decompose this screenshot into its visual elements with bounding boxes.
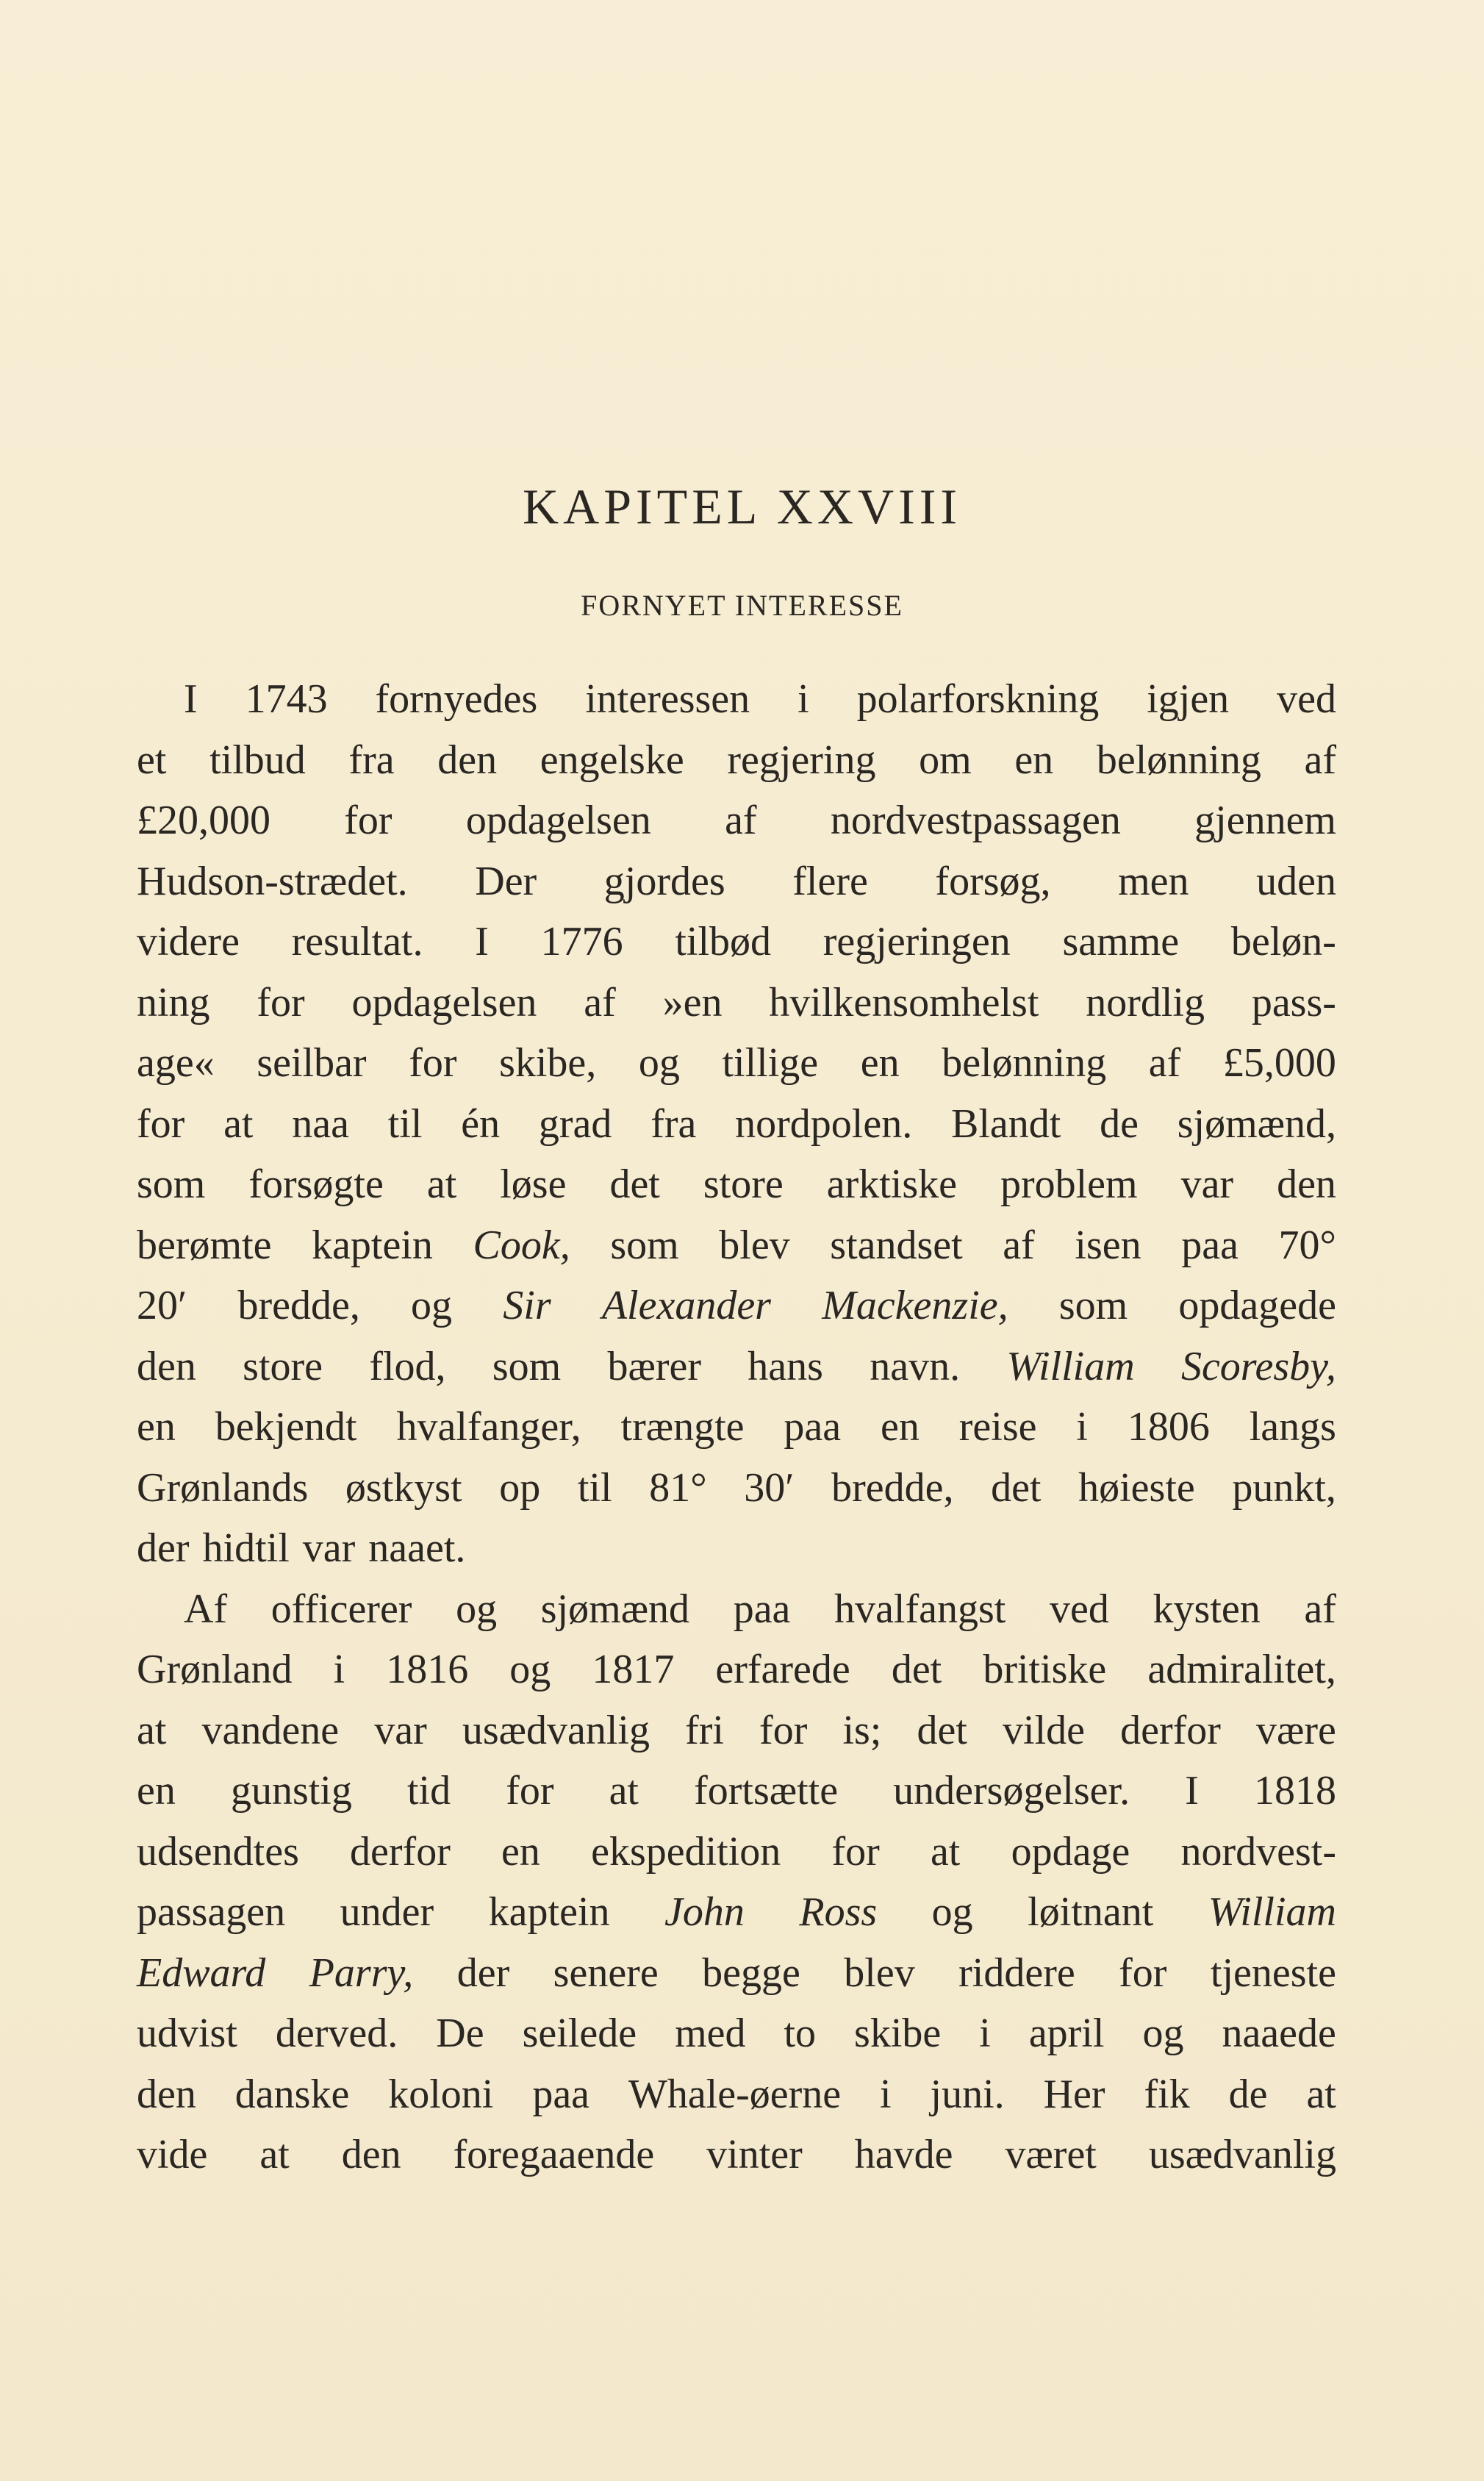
word: polarforskning [856,676,1100,722]
text-line [137,1518,1336,1579]
word: 1818 [1253,1768,1336,1814]
word: juni. [930,2071,1005,2117]
word: ved [1277,676,1336,722]
word: af [1304,737,1336,783]
word: usædvanlig [1148,2132,1336,2177]
word: Ross [799,1889,878,1935]
text-line [137,1882,1336,1943]
word: 81° [649,1464,707,1511]
word: Cook, [473,1222,570,1268]
word: og [931,1889,973,1935]
word: 30′ [744,1464,795,1511]
word: hvalfangst [834,1586,1006,1632]
word: var [374,1707,427,1753]
word: det [609,1161,660,1207]
chapter-title: KAPITEL XXVIII [522,479,962,534]
word: engelske [540,737,684,783]
word: løse [500,1161,567,1207]
word: officerer [270,1586,412,1632]
word: i [333,1647,345,1692]
word: Af [184,1586,228,1632]
word: erfarede [715,1647,850,1692]
text-line [137,1458,1336,1519]
word: pass- [1251,979,1336,1025]
word: seilede [522,2011,637,2056]
word: forsøg, [935,858,1051,904]
word: is; [842,1707,882,1753]
word: resultat. [291,919,423,964]
word: tillige [722,1040,819,1086]
word: at [223,1100,254,1147]
word: £5,000 [1222,1040,1336,1086]
word: standset [830,1222,963,1268]
word: undersøgelser. [893,1768,1130,1814]
word: til [577,1464,612,1511]
word: for [831,1828,880,1875]
word: som [1058,1283,1128,1328]
text-line [137,2124,1336,2185]
word: var [1180,1161,1234,1207]
word: Hudson-strædet. [137,858,408,904]
word: en [137,1768,176,1814]
word: riddere [958,1950,1075,1996]
word: for [759,1707,808,1753]
text-line [137,730,1336,791]
word: og [638,1040,680,1086]
word: problem [1000,1161,1138,1207]
word: grad [538,1100,612,1147]
word: et [137,737,167,783]
text-line [137,973,1336,1034]
word: admiralitet, [1147,1647,1336,1692]
text-line [137,851,1336,912]
word: navn. [870,1343,961,1389]
text-line [137,1397,1336,1458]
word: den [137,2071,196,2117]
word: usædvanlig [462,1707,650,1753]
text-line [137,790,1336,851]
word: flere [792,858,868,904]
word: østkyst [345,1464,462,1511]
word: 1817 [592,1647,675,1692]
word: begge [702,1950,800,1996]
text-line [137,1275,1336,1336]
word: af [725,798,757,843]
word: 1743 [245,676,328,722]
word: blev [719,1222,790,1268]
word: ekspedition [591,1828,781,1875]
word: uden [1256,858,1336,904]
word: fik [1144,2071,1190,2117]
word: 1806 [1127,1404,1210,1450]
word: isen [1075,1222,1141,1268]
word: i [797,676,809,722]
word: I [475,919,489,964]
word: William [1006,1343,1135,1389]
word: nordvestpassagen [830,798,1121,843]
word: de [1228,2071,1268,2117]
word: én [461,1100,501,1147]
word: skibe, [499,1040,597,1086]
word: opdagelsen [351,979,537,1025]
text-line [137,1761,1336,1822]
word: under [340,1889,434,1935]
word: bærer [607,1343,701,1389]
word: opdagelsen [465,798,651,843]
paragraph-2 [137,1579,1336,2185]
word: en [881,1404,920,1450]
word: I [1185,1768,1199,1814]
word: det [891,1647,942,1692]
word: til [387,1100,423,1147]
word: sjømænd, [1177,1100,1336,1147]
word: Mackenzie, [822,1283,1008,1328]
word: store [703,1161,784,1207]
word: nordpolen. [735,1100,913,1147]
word: gjennem [1194,798,1336,843]
word: kysten [1153,1586,1261,1632]
word: for [409,1040,457,1086]
word: tid [406,1768,451,1814]
word: De [436,2011,484,2056]
word: Scoresby, [1180,1343,1336,1389]
word: op [499,1464,541,1511]
word: at [1306,2071,1336,2117]
text-line [137,1094,1336,1155]
body-text [137,669,1336,2185]
text-line [137,1215,1336,1276]
word: havde [854,2132,953,2177]
word: være [1256,1707,1336,1753]
word: berømte [137,1222,272,1268]
word: John [664,1889,745,1935]
word: paa [784,1404,842,1450]
word: opdage [1011,1828,1130,1875]
word: hidtil [202,1525,290,1571]
word: forsøgte [248,1161,384,1207]
word: at [137,1707,167,1753]
word: af [584,979,616,1025]
word: vilde [1003,1707,1085,1753]
word: »en [662,979,723,1025]
word: Grønlands [137,1464,309,1511]
word: sjømænd [540,1586,690,1632]
word: en [860,1040,900,1086]
word: var [302,1525,356,1571]
word: paa [532,2071,590,2117]
word: det [917,1707,967,1753]
word: belønning [942,1040,1107,1086]
word: skibe [854,2011,942,2056]
word: af [1304,1586,1336,1632]
word: Blandt [950,1100,1061,1147]
word: store [243,1343,323,1389]
word: og [1142,2011,1184,2056]
word: fra [348,737,395,783]
word: en [501,1828,540,1875]
word: Der [475,858,537,904]
word: der [137,1525,190,1571]
word: interessen [585,676,750,722]
word: om [919,737,972,783]
word: belønning [1096,737,1261,783]
word: tilbud [209,737,306,783]
word: vide [137,2132,208,2177]
text-line [137,1700,1336,1761]
word: 1776 [540,919,623,964]
chapter-subtitle: FORNYET INTERESSE [581,589,903,622]
word: med [675,2011,746,2056]
word: at [930,1828,961,1875]
word: de [1100,1100,1139,1147]
word: regjeringen [822,919,1011,964]
text-line [137,1639,1336,1700]
word: en [1014,737,1054,783]
word: af [1148,1040,1181,1086]
word: fortsætte [694,1768,839,1814]
word: £20,000 [137,798,270,843]
text-line [137,2003,1336,2064]
word: den [1277,1161,1336,1207]
word: igjen [1147,676,1230,722]
word: og [456,1586,498,1632]
word: som [137,1161,206,1207]
word: nordvest- [1180,1828,1336,1875]
word: derfor [1120,1707,1221,1753]
word: fornyedes [375,676,538,722]
word: en [137,1404,176,1450]
word: naaede [1222,2011,1336,2056]
word: langs [1249,1404,1336,1450]
word: gjordes [603,858,725,904]
word: 1816 [386,1647,469,1692]
word: hvalfanger, [396,1404,581,1450]
text-line [137,912,1336,973]
text-line [137,1336,1336,1397]
paragraph-1 [137,669,1336,1579]
word: ning [137,979,210,1025]
text-line [137,1822,1336,1883]
word: den [341,2132,401,2177]
word: Whale-øerne [628,2071,842,2117]
word: flod, [369,1343,446,1389]
text-line [137,669,1336,730]
word: seilbar [257,1040,367,1086]
word: der [456,1950,510,1996]
word: I [184,676,198,722]
word: William [1208,1889,1336,1935]
word: tjeneste [1210,1950,1336,1996]
word: punkt, [1232,1464,1336,1511]
word: det [991,1464,1042,1511]
word: senere [553,1950,659,1996]
word: age« [137,1040,215,1086]
word: nordlig [1086,979,1205,1025]
word: Alexander [601,1283,771,1328]
word: beløn- [1230,919,1336,964]
word: reise [958,1404,1037,1450]
word: vandene [201,1707,340,1753]
word: Sir [503,1283,551,1328]
word: som [610,1222,679,1268]
word: naaet. [368,1525,466,1571]
word: hans [748,1343,823,1389]
word: for [257,979,305,1025]
word: at [426,1161,457,1207]
word: den [437,737,498,783]
word: danske [234,2071,350,2117]
text-line [137,1033,1336,1094]
word: regjering [727,737,876,783]
word: men [1118,858,1189,904]
word: af [1003,1222,1035,1268]
text-line [137,2064,1336,2125]
word: Her [1043,2071,1105,2117]
word: i [979,2011,991,2056]
word: koloni [388,2071,494,2117]
word: fra [650,1100,697,1147]
word: april [1028,2011,1105,2056]
word: videre [137,919,240,964]
word: britiske [983,1647,1107,1692]
text-line [137,1943,1336,2004]
word: og [509,1647,551,1692]
word: bredde, [237,1283,360,1328]
word: foregaaende [453,2132,655,2177]
word: passagen [137,1889,286,1935]
word: udsendtes [137,1828,299,1875]
word: vinter [706,2132,803,2177]
word: for [1119,1950,1167,1996]
word: løitnant [1028,1889,1154,1935]
word: bredde, [831,1464,954,1511]
word: at [609,1768,639,1814]
text-line [137,1579,1336,1640]
word: to [784,2011,817,2056]
word: for [506,1768,554,1814]
word: ved [1050,1586,1109,1632]
word: trængte [620,1404,745,1450]
word: kaptein [488,1889,610,1935]
text-line [137,1154,1336,1215]
word: Edward [137,1950,266,1996]
word: i [880,2071,892,2117]
word: derved. [275,2011,398,2056]
word: for [137,1100,185,1147]
word: 20′ [137,1283,187,1328]
word: blev [844,1950,915,1996]
word: samme [1062,919,1180,964]
word: udvist [137,2011,237,2056]
word: været [1005,2132,1097,2177]
word: for [344,798,392,843]
word: Grønland [137,1647,293,1692]
word: at [259,2132,290,2177]
word: høieste [1078,1464,1195,1511]
word: naa [292,1100,349,1147]
word: Parry, [309,1950,414,1996]
word: opdagede [1178,1283,1336,1328]
word: som [492,1343,562,1389]
word: fri [685,1707,724,1753]
word: paa [733,1586,791,1632]
word: derfor [350,1828,451,1875]
word: tilbød [675,919,772,964]
word: hvilkensomhelst [769,979,1039,1025]
word: kaptein [312,1222,433,1268]
word: arktiske [826,1161,957,1207]
word: 70° [1278,1222,1336,1268]
word: og [411,1283,453,1328]
word: paa [1181,1222,1239,1268]
word: i [1076,1404,1088,1450]
word: bekjendt [215,1404,357,1450]
word: den [137,1343,196,1389]
word: gunstig [230,1768,352,1814]
